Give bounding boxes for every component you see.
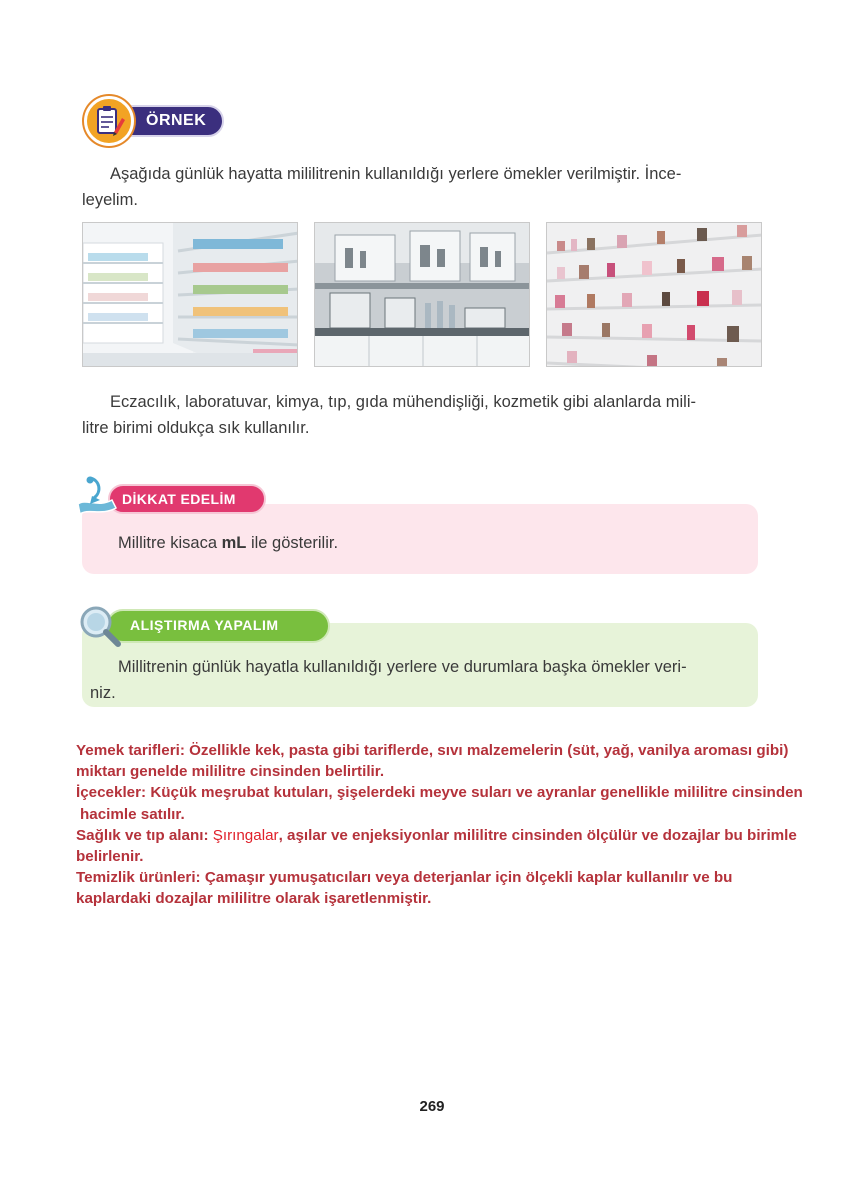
attention-text bbox=[118, 534, 338, 553]
attention-text-after: ile gösterilir. bbox=[246, 534, 339, 552]
exercise-line-2: niz. bbox=[90, 684, 116, 702]
exercise-badge-label: ALIŞTIRMA YAPALIM bbox=[130, 617, 279, 633]
note-drinks-text: Küçük meşrubat kutuları, şişelerdeki meyve suları ve ayranlar genellikle mililitre cinsinden bbox=[150, 784, 803, 802]
note-drinks-line-1 bbox=[76, 782, 862, 803]
attention-text-unit: mL bbox=[221, 534, 247, 552]
note-health-syringes: Şırıngalar bbox=[212, 826, 279, 844]
attention-text-before: Millitre kisaca bbox=[118, 534, 222, 552]
note-cleaning-line-1: Temizlik ürünleri: Çamaşır yumuşatıcıları veya deterjanlar için ölçekli kaplar kullanılır ve bu bbox=[76, 869, 733, 887]
ribbon-arrow-icon bbox=[72, 474, 122, 522]
usage-line-1: Eczacılık, laboratuvar, kimya, tıp, gıda mühendişliği, kozmetik gibi alanlarda mili- bbox=[110, 393, 696, 411]
exercise-badge bbox=[74, 602, 332, 650]
usage-paragraph bbox=[82, 389, 760, 441]
intro-line-2: leyelim. bbox=[82, 191, 138, 209]
attention-badge bbox=[72, 474, 268, 522]
notes-block bbox=[76, 740, 862, 910]
example-badge-label: ÖRNEK bbox=[146, 112, 207, 129]
clipboard-pencil-icon bbox=[92, 104, 126, 138]
page-number: 269 bbox=[419, 1098, 445, 1115]
intro-paragraph bbox=[82, 161, 760, 213]
attention-badge-label: DİKKAT EDELİM bbox=[122, 491, 236, 507]
photo-pharmacy bbox=[82, 222, 298, 367]
note-health-line-2: belirlenir. bbox=[76, 848, 144, 866]
magnifier-icon bbox=[76, 602, 124, 650]
intro-line-1: Aşağıda günlük hayatta mililitrenin kullanıldığı yerlere ömekler verilmiştir. İnce- bbox=[110, 165, 682, 183]
example-badge bbox=[84, 96, 226, 146]
note-health-text: , aşılar ve enjeksiyonlar mililitre cinsinden ölçülür ve dozajlar bu birimle bbox=[278, 826, 797, 844]
note-food-line-2: miktarı genelde mililitre cinsinden belirtilir. bbox=[76, 763, 385, 781]
exercise-text bbox=[90, 654, 758, 706]
exercise-line-1: Millitrenin günlük hayatla kullanıldığı yerlere ve durumlara başka ömekler veri- bbox=[118, 658, 687, 676]
photo-laboratory bbox=[314, 222, 530, 367]
usage-line-2: litre birimi oldukça sık kullanılır. bbox=[82, 419, 310, 437]
note-health-line-1 bbox=[76, 825, 862, 846]
note-cleaning-line-2: kaplardaki dozajlar mililitre olarak işaretlenmiştir. bbox=[76, 890, 432, 908]
note-health-heading: Sağlık ve tıp alanı: bbox=[76, 826, 213, 844]
note-drinks-line-2: hacimle satılır. bbox=[80, 805, 185, 823]
photo-cosmetics bbox=[546, 222, 762, 367]
note-drinks-heading: İçecekler: bbox=[76, 784, 151, 802]
note-food-line-1: Yemek tarifleri: Özellikle kek, pasta gibi tariflerde, sıvı malzemelerin (süt, yağ, vanilya aroması gibi) bbox=[76, 742, 789, 759]
